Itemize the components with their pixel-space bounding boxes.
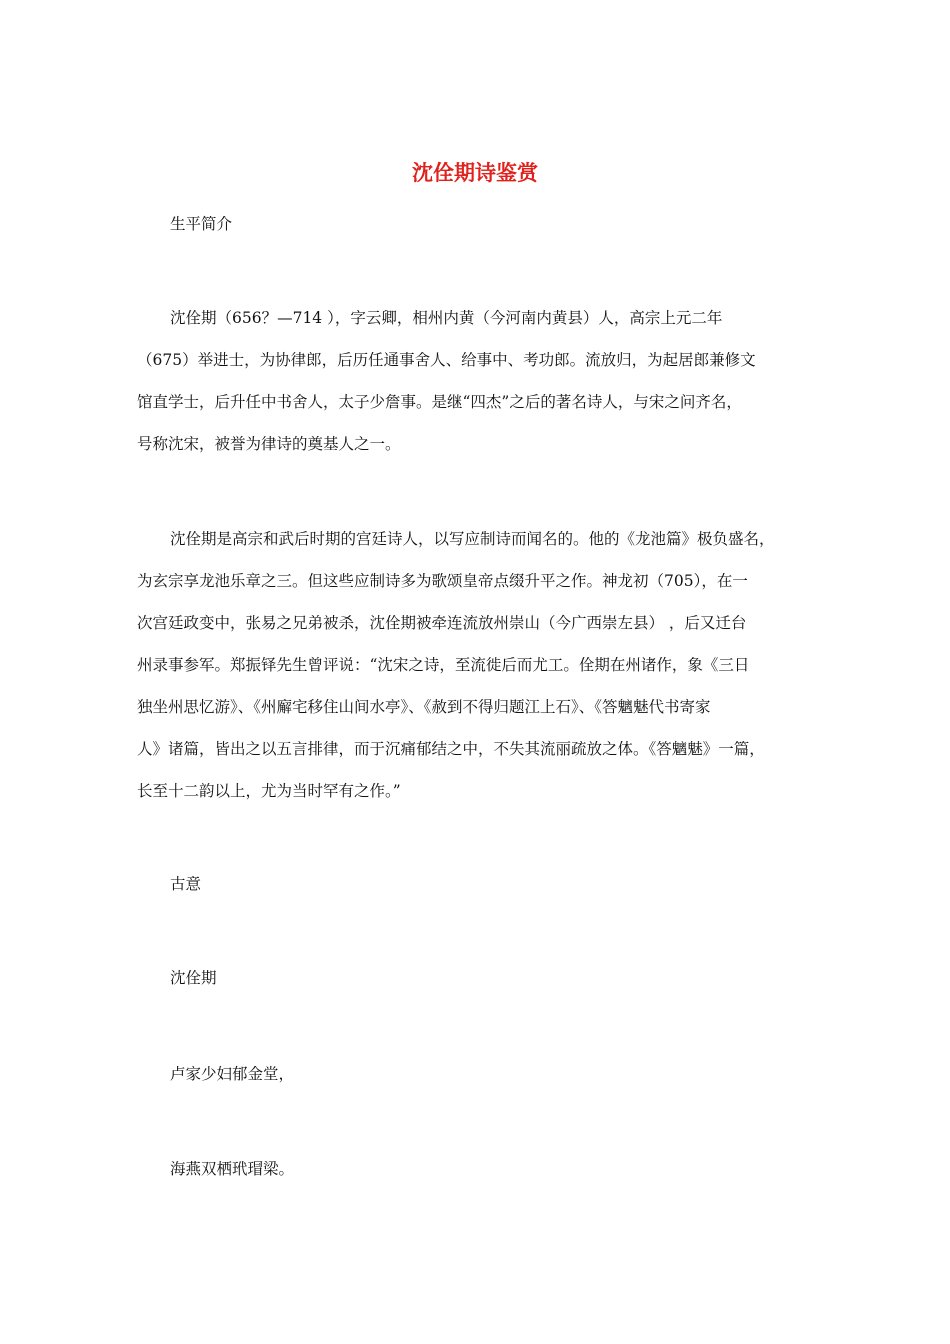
bio-line: （675）举进士，为协律郎，后历任通事舍人、给事中、考功郎。流放归，为起居郎兼修文: [137, 351, 756, 369]
intro-line: 沈佺期是高宗和武后时期的宫廷诗人，以写应制诗而闻名的。他的《龙池篇》极负盛名，: [170, 530, 775, 548]
bio-line: 号称沈宋，被誉为律诗的奠基人之一。: [137, 435, 401, 453]
page-title: 沈佺期诗鉴赏: [412, 161, 538, 185]
bio-line: 沈佺期（656？—714 ），字云卿，相州内黄（今河南内黄县）人，高宗上元二年: [170, 309, 723, 327]
poem-line: 卢家少妇郁金堂，: [170, 1065, 295, 1083]
poem-title: 古意: [170, 875, 202, 893]
section-heading-bio: 生平简介: [170, 215, 233, 233]
poem-author: 沈佺期: [170, 969, 217, 987]
intro-line: 为玄宗享龙池乐章之三。但这些应制诗多为歌颂皇帝点缀升平之作。神龙初（705），在一: [137, 572, 748, 590]
intro-line: 次宫廷政变中，张易之兄弟被杀，沈佺期被牵连流放州崇山（今广西崇左县） ，后又迁台: [137, 614, 747, 632]
intro-line: 独坐州思忆游》、《州廨宅移住山间水亭》、《赦到不得归题江上石》、《答魑魅代书寄家: [137, 698, 711, 716]
intro-line: 州录事参军。郑振铎先生曾评说：“沈宋之诗，至流徙后而尤工。佺期在州诸作，象《三日: [137, 656, 750, 674]
poem-line: 海燕双栖玳瑁梁。: [170, 1160, 295, 1178]
bio-line: 馆直学士，后升任中书舍人，太子少詹事。是继“四杰”之后的著名诗人，与宋之问齐名，: [137, 393, 742, 411]
intro-line: 人》诸篇，皆出之以五言排律，而于沉痛郁结之中，不失其流丽疏放之体。《答魑魅》一篇，: [137, 740, 765, 758]
intro-line: 长至十二韵以上，尤为当时罕有之作。”: [137, 782, 401, 800]
